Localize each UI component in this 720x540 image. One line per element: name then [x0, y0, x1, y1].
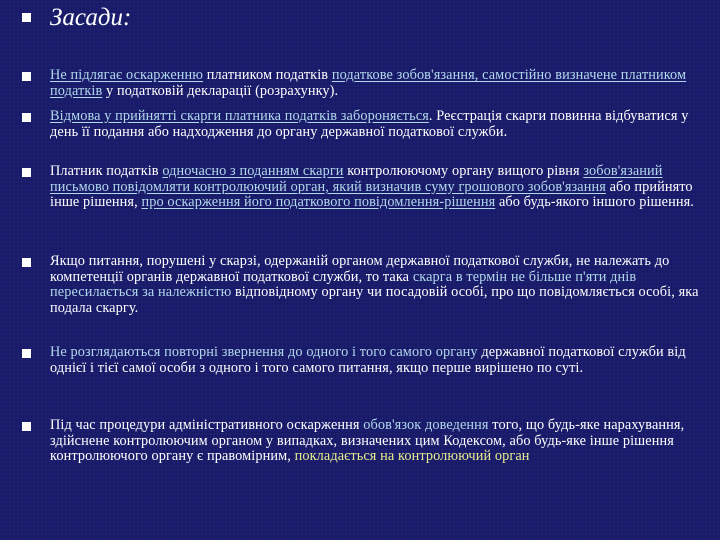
p1-text-1: платником податків — [203, 67, 332, 83]
bullet-6-icon — [22, 422, 31, 431]
p1-text-2: у податковій декларації (розрахунку). — [102, 82, 339, 99]
paragraph-6 — [50, 418, 718, 465]
title-bullet-icon — [22, 13, 31, 22]
paragraph-2 — [50, 109, 718, 140]
p4-highlight-1: скарга в термін не більше п'яти днів пересилається за належністю — [50, 268, 637, 301]
slide-title: Засади: — [50, 4, 132, 31]
paragraph-3 — [50, 164, 718, 211]
bullet-4-icon — [22, 258, 31, 267]
p3-text-2: контролюючому органу вищого рівня — [343, 163, 584, 179]
p2-text-1: . Реєстрація скарги повинна відбуватися у день її подання або надходження до органу державної податкової служби. — [50, 108, 689, 140]
p2-highlight-1: Відмова у прийнятті скарги платника податків забороняється — [50, 108, 429, 124]
p3-text-3: або прийнято інше рішення, — [50, 178, 693, 211]
bullet-5-icon — [22, 349, 31, 358]
p5-highlight-1: Не розглядаються повторні звернення до одного і того самого органу — [50, 344, 478, 360]
p4-text-1: Якщо питання, порушені у скарзі, одержаній органом державної податкової служби, не належать до компетенції органів державної податкової служби, то така — [50, 253, 670, 285]
p6-text-2: того, що будь-яке нарахування, здійснене контролюючим органом у випадках, визначених цим Кодексом, або будь-яке інше рішення контролюючого органу є правомірним, — [50, 417, 685, 465]
p1-highlight-1: Не підлягає оскарженню — [50, 67, 204, 83]
p6-highlight-1: обов'язок доведення — [363, 417, 489, 433]
bullet-1-icon — [22, 72, 31, 81]
paragraph-5 — [50, 345, 718, 376]
bullet-3-icon — [22, 168, 31, 177]
p5-text-1: державної податкової служби від однієї і тієї самої особи з одного і того самого питання, якщо перше вирішено по суті. — [50, 344, 686, 376]
bullet-2-icon — [22, 113, 31, 122]
p6-text-1: Під час процедури адміністративного оскарження — [50, 417, 364, 433]
p3-highlight-2: зобов'язаний письмово повідомляти контролюючий орган, який визначив суму грошового зобов'язання — [50, 163, 663, 195]
paragraph-1 — [50, 68, 718, 99]
p1-highlight-2: податкове зобов'язання, самостійно визначене платником податків — [50, 67, 687, 99]
p3-highlight-3: про оскарження його податкового повідомлення-рішення — [141, 194, 496, 211]
p4-text-2: відповідному органу чи посадовій особі, про що повідомляється особі, яка подала скаргу. — [50, 284, 699, 316]
p3-text-4: або будь-якого іншого рішення. — [495, 194, 694, 211]
p3-text-1: Платник податків — [50, 163, 163, 179]
p6-highlight-2: покладається на контролюючий орган — [294, 448, 530, 465]
p3-highlight-1: одночасно з поданням скарги — [162, 163, 344, 179]
paragraph-4 — [50, 254, 718, 316]
